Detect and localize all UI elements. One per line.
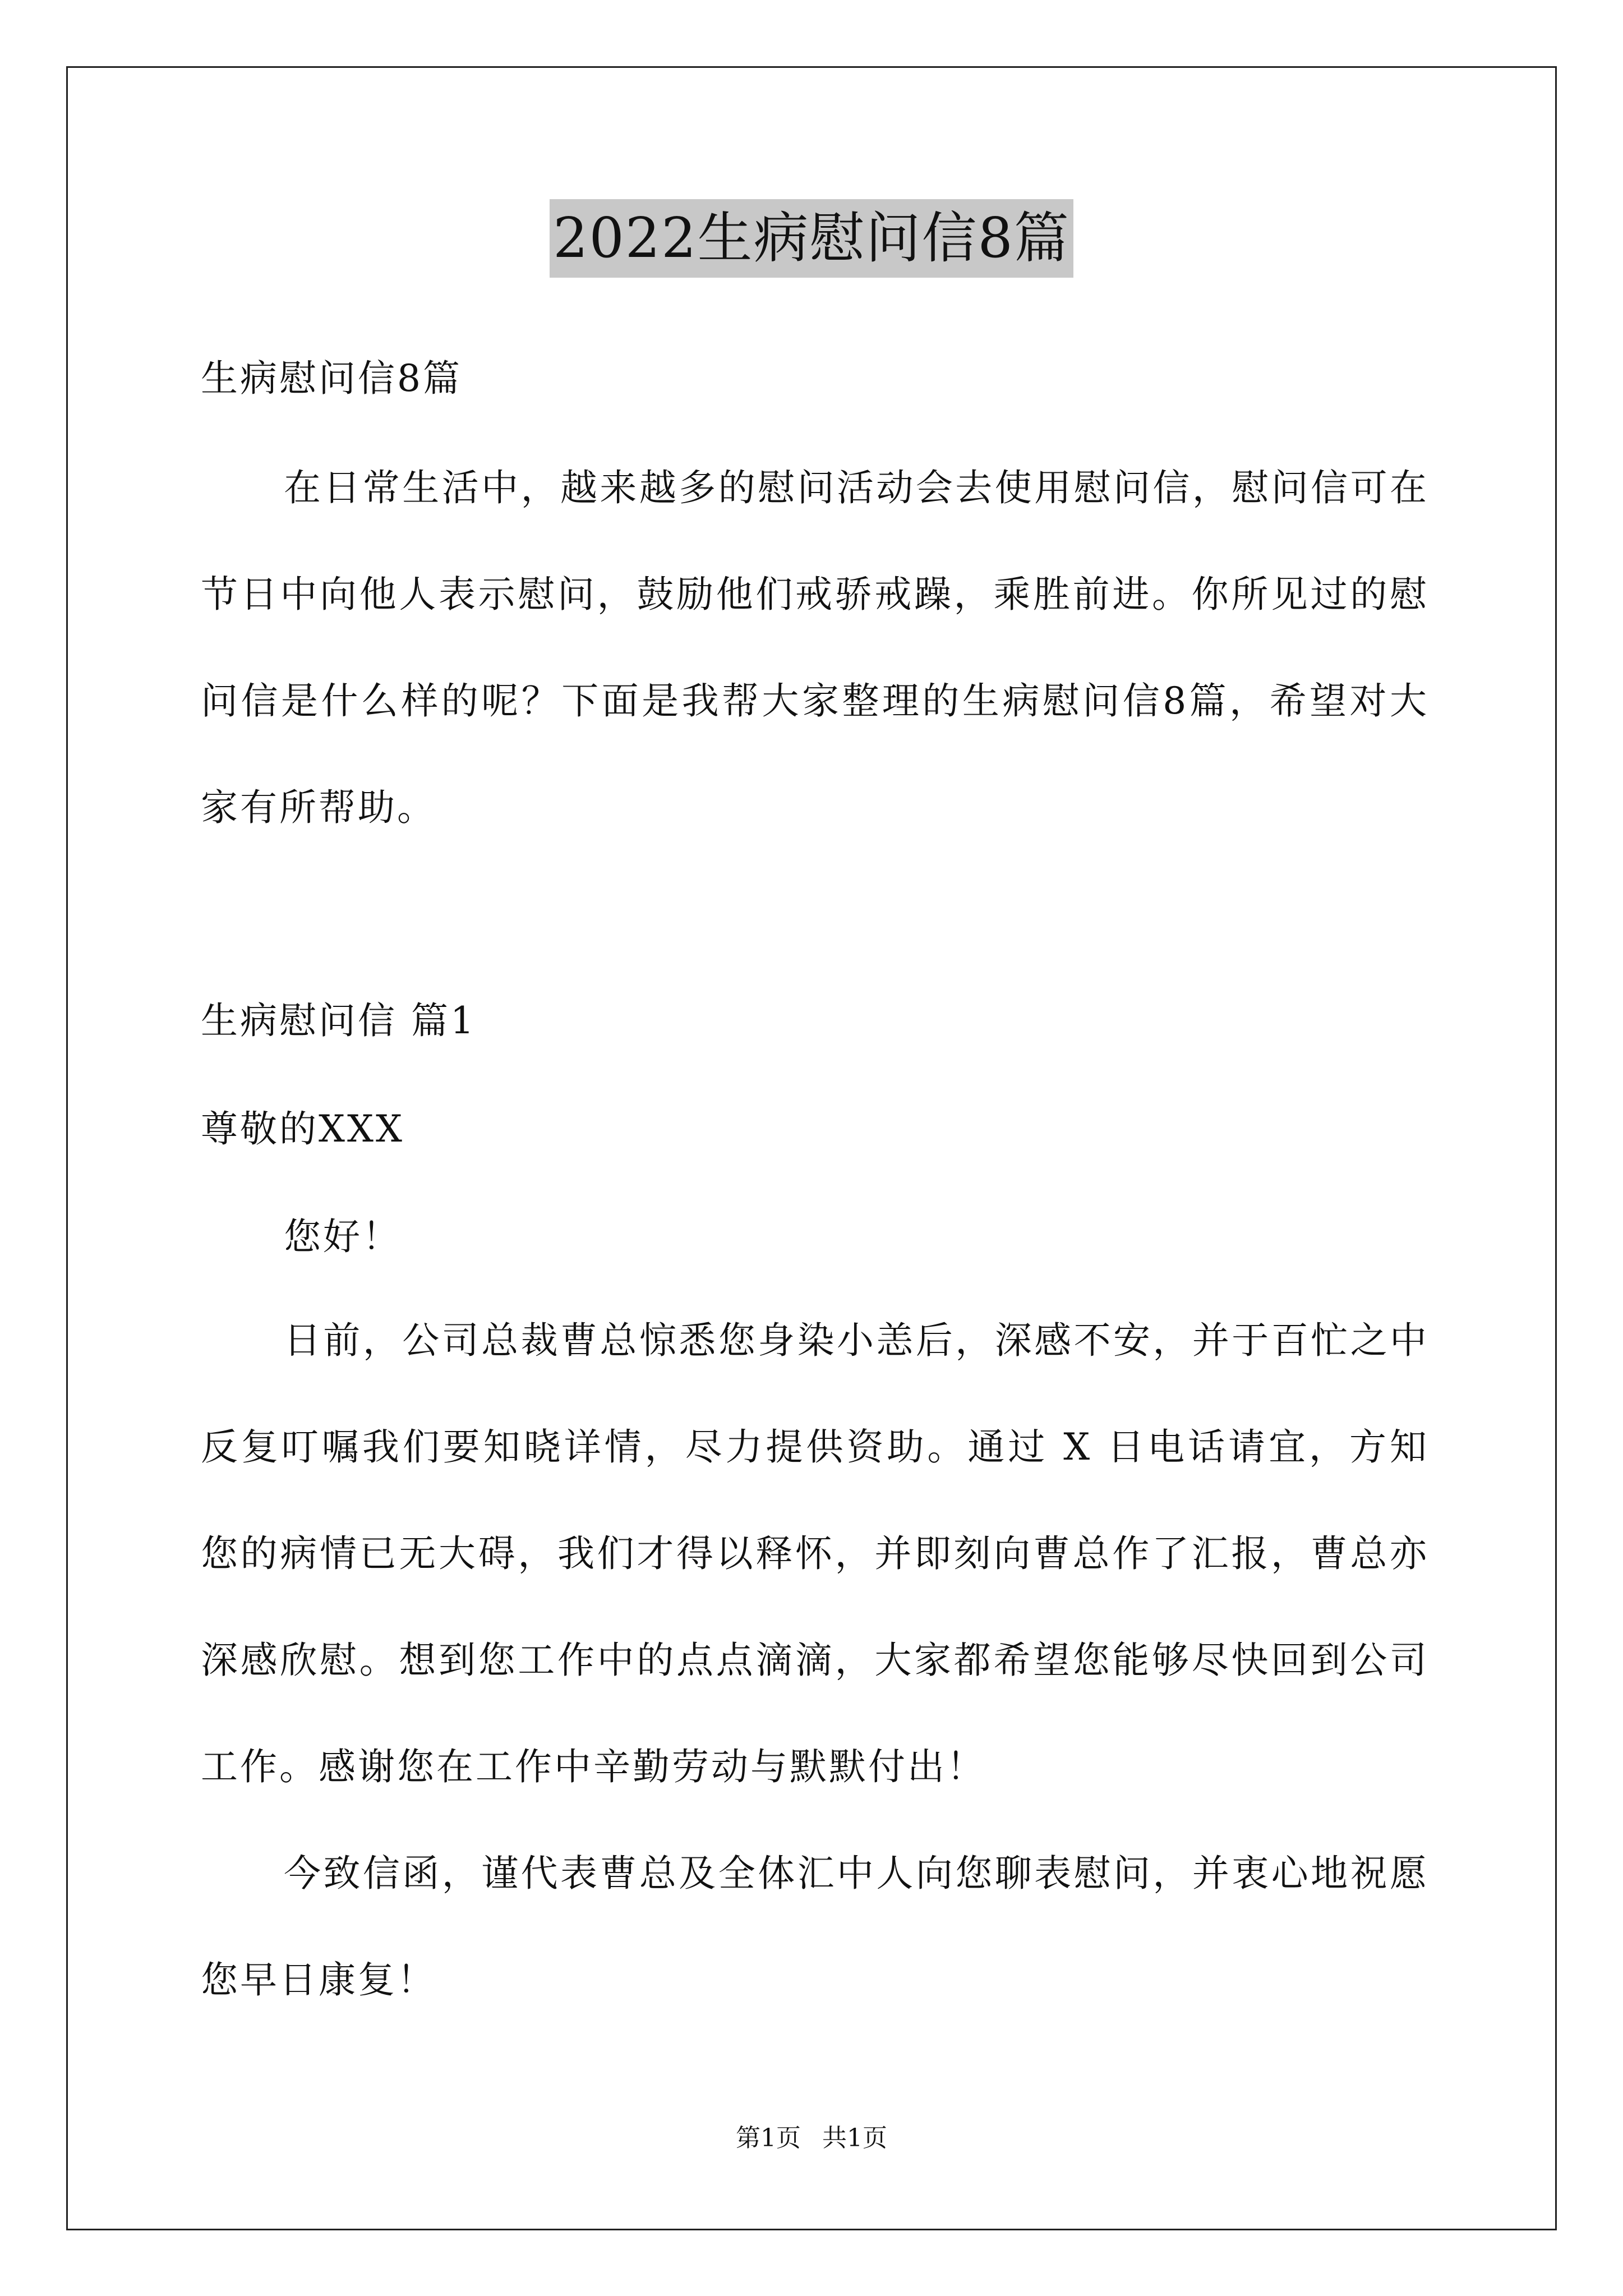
salutation: 尊敬的XXX [201, 1107, 404, 1151]
body-paragraph-2: 今致信函，谨代表曹总及全体汇中人向您聊表慰问，并衷心地祝愿您早日康复！ [201, 1852, 1429, 2001]
intro-paragraph: 在日常生活中，越来越多的慰问活动会去使用慰问信，慰问信可在节日中向他人表示慰问，鼓励他们戒骄戒躁，乘胜前进。你所见过的慰问信是什么样的呢？下面是我帮大家整理的生病慰问信8篇，希望对大家有所帮助。 [201, 466, 1429, 829]
page-number-total: 共1页 [822, 2124, 887, 2152]
greeting: 您好！ [284, 1215, 402, 1258]
page-footer [0, 2122, 1623, 2155]
document-title: 2022生病慰问信8篇 [550, 199, 1073, 278]
document-subtitle: 生病慰问信8篇 [201, 357, 462, 400]
page-number-current: 第1页 [736, 2124, 801, 2152]
section-heading: 生病慰问信 篇1 [201, 999, 476, 1042]
body-paragraph-1: 日前，公司总裁曹总惊悉您身染小恙后，深感不安，并于百忙之中反复叮嘱我们要知晓详情，尽力提供资助。通过 X 日电话请宜，方知您的病情已无大碍，我们才得以释怀，并即刻向曹总作了汇报，曹总亦深感欣慰。想到您工作中的点点滴滴，大家都希望您能够尽快回到公司工作。感谢您在工作中辛勤劳动与默默付出！ [201, 1319, 1429, 1788]
title-container [0, 199, 1623, 278]
